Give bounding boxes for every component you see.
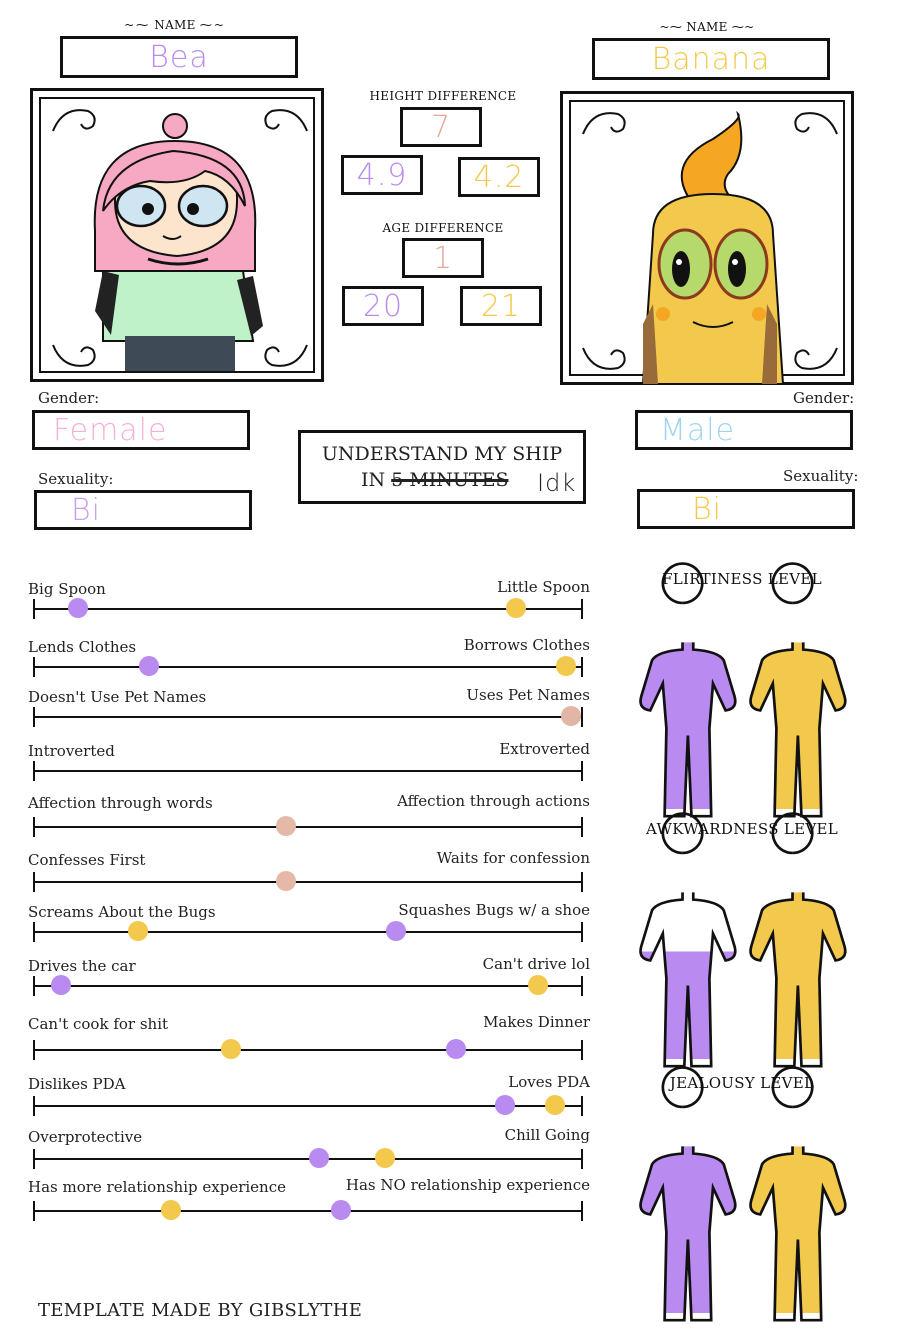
scale-marker-banana[interactable]	[506, 598, 526, 618]
height-difference-label: HEIGHT DIFFERENCE	[369, 89, 517, 103]
scale-left-label: Drives the car	[28, 957, 136, 975]
right-height-value: 4.2	[473, 159, 525, 195]
scale-marker-bea[interactable]	[386, 921, 406, 941]
scale-track	[34, 608, 582, 610]
scale-start-tick	[33, 922, 35, 942]
scale-right-label: Waits for confession	[436, 849, 590, 867]
scale-track	[34, 1210, 582, 1212]
left-gender-label: Gender:	[38, 389, 100, 407]
scale-right-label: Squashes Bugs w/ a shoe	[398, 901, 590, 919]
left-age-value: 20	[362, 288, 404, 324]
right-age-field[interactable]	[460, 286, 542, 326]
scale-end-tick	[581, 1040, 583, 1060]
ship-title-line2	[361, 469, 508, 491]
level-figure-banana	[742, 1098, 852, 1313]
scale-marker-bea[interactable]	[276, 816, 296, 836]
scale-start-tick	[33, 657, 35, 677]
right-sexuality-label: Sexuality:	[783, 467, 859, 485]
left-name-label: ~⁓ NAME ⁓~	[124, 18, 226, 32]
scale-left-label: Big Spoon	[28, 580, 106, 598]
height-difference-field[interactable]	[400, 107, 482, 147]
scale-marker-bea[interactable]	[495, 1095, 515, 1115]
scale-marker-banana[interactable]	[128, 921, 148, 941]
scale-end-tick	[581, 657, 583, 677]
scale-marker-banana[interactable]	[375, 1148, 395, 1168]
left-portrait-frame	[30, 88, 324, 382]
age-difference-field[interactable]	[402, 238, 484, 278]
left-age-field[interactable]	[342, 286, 424, 326]
scale-left-label: Can't cook for shit	[28, 1015, 169, 1033]
scale-left-label: Affection through words	[28, 794, 213, 812]
left-sexuality-field[interactable]	[34, 490, 252, 530]
scale-right-label: Chill Going	[504, 1126, 590, 1144]
level-label: JEALOUSY LEVEL	[669, 1074, 815, 1092]
scale-right-label: Extroverted	[499, 740, 590, 758]
template-credit: TEMPLATE MADE BY GIBSLYTHE	[38, 1300, 363, 1321]
scale-right-label: Makes Dinner	[483, 1013, 590, 1031]
scale-track	[34, 716, 582, 718]
ship-title-line1: UNDERSTAND MY SHIP	[321, 443, 563, 465]
scale-left-label: Screams About the Bugs	[28, 903, 216, 921]
scale-left-label: Dislikes PDA	[28, 1075, 126, 1093]
scale-start-tick	[33, 1201, 35, 1221]
right-gender-value: Male	[660, 412, 736, 448]
ship-title-box	[298, 430, 586, 504]
scale-marker-banana[interactable]	[556, 656, 576, 676]
level-label: FLIRTINESS LEVEL	[662, 570, 822, 588]
height-difference-value: 7	[430, 109, 452, 145]
level-figure-bea	[632, 1098, 742, 1313]
bea-portrait	[33, 91, 327, 385]
scale-end-tick	[581, 922, 583, 942]
scale-right-label: Loves PDA	[508, 1073, 590, 1091]
scale-end-tick	[581, 817, 583, 837]
scale-marker-banana[interactable]	[221, 1039, 241, 1059]
scale-track	[34, 985, 582, 987]
banana-portrait	[563, 94, 857, 388]
scale-track	[34, 881, 582, 883]
age-difference-label: AGE DIFFERENCE	[382, 221, 504, 235]
level-figure-bea	[632, 844, 742, 1059]
scale-end-tick	[581, 599, 583, 619]
ship-title-prefix: IN	[361, 469, 386, 491]
right-name-label: ~⁓ NAME ⁓~	[659, 20, 755, 34]
right-sexuality-value: Bi	[692, 491, 722, 527]
scale-start-tick	[33, 1149, 35, 1169]
scale-start-tick	[33, 1040, 35, 1060]
ship-title-replacement: Idk	[537, 469, 577, 497]
scale-marker-bea[interactable]	[309, 1148, 329, 1168]
scale-marker-bea[interactable]	[276, 871, 296, 891]
right-height-field[interactable]	[458, 157, 540, 197]
left-height-field[interactable]	[341, 155, 423, 195]
scale-end-tick	[581, 1149, 583, 1169]
scale-track	[34, 666, 582, 668]
scale-right-label: Has NO relationship experience	[345, 1176, 590, 1194]
right-portrait-frame	[560, 91, 854, 385]
scale-right-label: Affection through actions	[397, 792, 590, 810]
left-gender-value: Female	[53, 412, 168, 448]
scale-right-label: Uses Pet Names	[466, 686, 590, 704]
level-label: AWKWARDNESS LEVEL	[645, 820, 839, 838]
right-name-field[interactable]	[592, 38, 830, 80]
level-figure-banana	[742, 594, 852, 809]
scale-marker-bea[interactable]	[68, 598, 88, 618]
scale-left-label: Has more relationship experience	[28, 1178, 286, 1196]
scale-start-tick	[33, 872, 35, 892]
scale-end-tick	[581, 872, 583, 892]
left-name-field[interactable]	[60, 36, 298, 78]
scale-start-tick	[33, 1096, 35, 1116]
scale-end-tick	[581, 761, 583, 781]
scale-left-label: Lends Clothes	[28, 638, 137, 656]
scale-marker-banana[interactable]	[528, 975, 548, 995]
left-name-value: Bea	[149, 39, 209, 75]
scale-marker-banana[interactable]	[545, 1095, 565, 1115]
right-name-value: Banana	[651, 41, 771, 77]
scale-track	[34, 826, 582, 828]
scale-end-tick	[581, 707, 583, 727]
scale-right-label: Can't drive lol	[482, 955, 590, 973]
scale-track	[34, 1049, 582, 1051]
scale-left-label: Confesses First	[28, 851, 146, 869]
scale-start-tick	[33, 761, 35, 781]
left-sexuality-value: Bi	[71, 492, 101, 528]
scale-start-tick	[33, 707, 35, 727]
scale-track	[34, 931, 582, 933]
scale-track	[34, 1158, 582, 1160]
scale-marker-banana[interactable]	[161, 1200, 181, 1220]
scale-end-tick	[581, 1201, 583, 1221]
scale-start-tick	[33, 599, 35, 619]
scale-end-tick	[581, 1096, 583, 1116]
scale-end-tick	[581, 976, 583, 996]
scale-marker-bea[interactable]	[139, 656, 159, 676]
scale-start-tick	[33, 976, 35, 996]
scale-left-label: Doesn't Use Pet Names	[28, 688, 207, 706]
right-gender-label: Gender:	[793, 389, 855, 407]
left-sexuality-label: Sexuality:	[38, 470, 114, 488]
scale-marker-bea[interactable]	[331, 1200, 351, 1220]
right-sexuality-field[interactable]	[637, 489, 855, 529]
right-gender-field[interactable]	[635, 410, 853, 450]
level-figure-banana	[742, 844, 852, 1059]
right-age-value: 21	[480, 288, 522, 324]
scale-start-tick	[33, 817, 35, 837]
scale-marker-banana[interactable]	[561, 706, 581, 726]
scale-right-label: Little Spoon	[497, 578, 590, 596]
ship-title-struck: 5 MINUTES	[391, 469, 509, 491]
scale-track	[34, 770, 582, 772]
age-difference-value: 1	[432, 240, 454, 276]
scale-marker-bea[interactable]	[51, 975, 71, 995]
scale-left-label: Overprotective	[28, 1128, 143, 1146]
scale-right-label: Borrows Clothes	[463, 636, 590, 654]
scale-marker-bea[interactable]	[446, 1039, 466, 1059]
left-height-value: 4.9	[356, 157, 408, 193]
scale-left-label: Introverted	[28, 742, 115, 760]
left-gender-field[interactable]	[32, 410, 250, 450]
level-figure-bea	[632, 594, 742, 809]
